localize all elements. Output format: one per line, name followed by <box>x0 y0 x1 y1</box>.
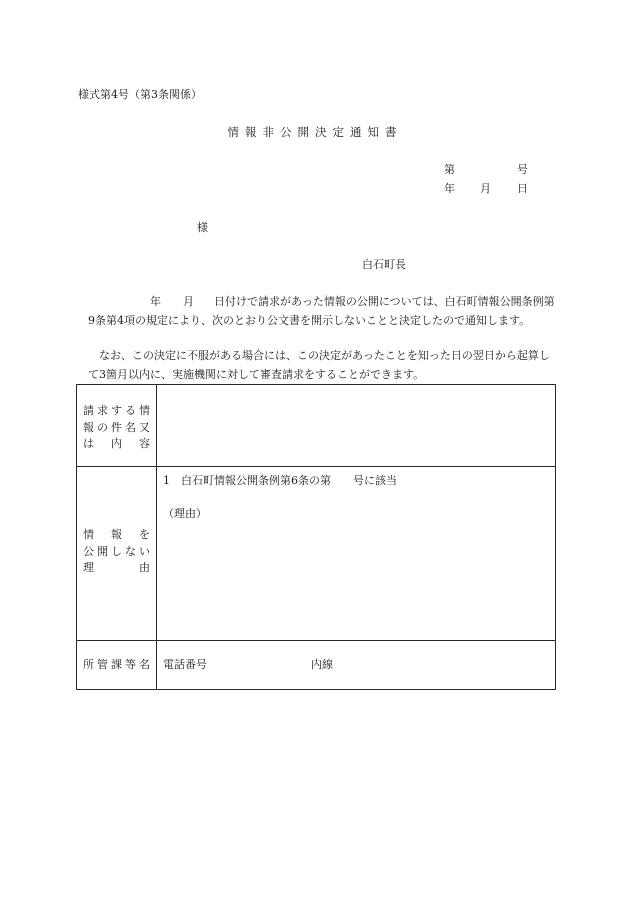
clause-suffix: 号に該当 <box>353 474 397 487</box>
header-line: 理 由 <box>83 561 150 574</box>
document-title: 情報非公開決定通知書 <box>227 125 403 139</box>
table-row <box>77 467 556 641</box>
reason-content <box>157 467 555 528</box>
appeal-paragraph <box>88 347 558 384</box>
header-line: は 内 容 <box>83 437 150 450</box>
table-row <box>77 385 556 467</box>
table-row <box>77 641 556 690</box>
department-value-cell[interactable] <box>157 641 556 690</box>
header-line: 請 求 す る 情 <box>83 404 150 417</box>
header-line: 公 開 し な い <box>83 544 150 558</box>
phone-label: 電話番号 <box>163 658 207 671</box>
addressee: 様 <box>197 221 208 234</box>
reason-header <box>77 467 156 577</box>
header-line: 所 管 課 等 名 <box>83 658 150 671</box>
reason-label: （理由） <box>163 507 207 520</box>
para-month: 月 <box>183 295 194 308</box>
para-body: 日付けで請求があった情報の公開については、白石町情報公開条例第9条第4項の規定により、次のとおり公文書を開示しないことと決定したので通知します。 <box>88 295 555 327</box>
date-year: 年 <box>444 182 455 195</box>
clause-prefix: 1 白石町情報公開条例第6条の第 <box>163 474 331 487</box>
header-line: 情 報 を <box>83 528 150 541</box>
subject-header-cell <box>77 385 157 467</box>
subject-value-cell[interactable] <box>157 385 556 467</box>
department-header-cell <box>77 641 157 690</box>
number-go: 号 <box>517 163 528 176</box>
number-dai: 第 <box>444 163 455 176</box>
para-year: 年 <box>150 295 161 308</box>
subject-header <box>77 385 156 453</box>
sender-name: 白石町長 <box>362 258 406 271</box>
notice-paragraph <box>88 293 558 330</box>
appeal-text: なお、この決定に不服がある場合には、この決定があったことを知った日の翌日から起算して3箇月以内に、実施機関に対して審査請求をすることができます。 <box>88 349 550 381</box>
date-month: 月 <box>480 182 491 195</box>
disclosure-table <box>76 384 556 690</box>
clause-line <box>163 473 549 489</box>
reason-value-cell[interactable] <box>157 467 556 641</box>
extension-label: 内線 <box>311 658 333 671</box>
department-header <box>77 641 156 674</box>
header-line: 報 の 件 名 又 <box>83 420 150 434</box>
form-number-label: 様式第4号（第3条関係） <box>78 88 202 101</box>
reason-header-cell <box>77 467 157 641</box>
date-day: 日 <box>517 182 528 195</box>
contact-content <box>157 641 555 679</box>
